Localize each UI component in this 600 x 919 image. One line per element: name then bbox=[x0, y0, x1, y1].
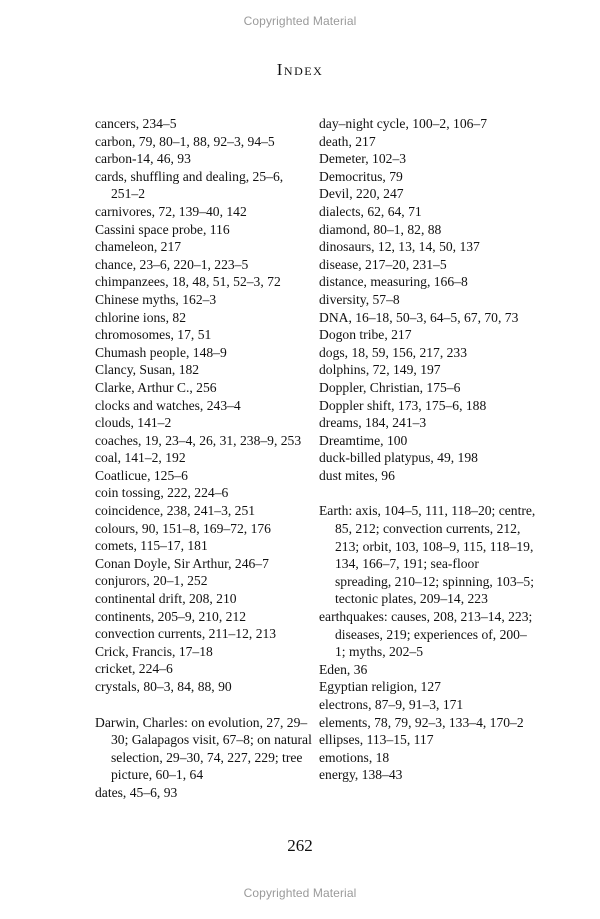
index-entry: Earth: axis, 104–5, 111, 118–20; centre, 85, 212; convection currents, 212, 213; orbit, 103, 108–9, 115, 118–19, 134, 166–7, 191; sea-floor spreading, 210–12; spinning, 103–5; tectonic plates, 209–14, 223 bbox=[319, 503, 536, 607]
index-entry: chlorine ions, 82 bbox=[95, 309, 186, 325]
index-entry: colours, 90, 151–8, 169–72, 176 bbox=[95, 520, 271, 536]
section-gap bbox=[95, 696, 313, 714]
index-entry: Darwin, Charles: on evolution, 27, 29–30; Galapagos visit, 67–8; on natural selection, 29–30, 74, 227, 229; tree picture, 60–1, 64 bbox=[95, 714, 312, 783]
index-entry: diversity, 57–8 bbox=[319, 291, 400, 307]
index-entry: Egyptian religion, 127 bbox=[319, 679, 441, 695]
index-entry: comets, 115–17, 181 bbox=[95, 538, 208, 554]
index-entry: diamond, 80–1, 82, 88 bbox=[319, 221, 442, 237]
index-entry: dust mites, 96 bbox=[319, 467, 395, 483]
index-entry: continental drift, 208, 210 bbox=[95, 591, 237, 607]
index-entry: death, 217 bbox=[319, 133, 376, 149]
index-column-right bbox=[319, 115, 537, 784]
index-entry: crystals, 80–3, 84, 88, 90 bbox=[95, 679, 232, 694]
index-entry: continents, 205–9, 210, 212 bbox=[95, 608, 247, 624]
index-entry: carbon, 79, 80–1, 88, 92–3, 94–5 bbox=[95, 133, 275, 149]
index-entry: energy, 138–43 bbox=[319, 767, 403, 783]
page-number: 262 bbox=[287, 836, 313, 855]
index-entry: cricket, 224–6 bbox=[95, 661, 173, 677]
index-entry: chimpanzees, 18, 48, 51, 52–3, 72 bbox=[95, 274, 281, 290]
index-entry: chromosomes, 17, 51 bbox=[95, 327, 212, 343]
index-entry: cards, shuffling and dealing, 25–6, 251–2 bbox=[95, 168, 284, 202]
index-entry: Conan Doyle, Sir Arthur, 246–7 bbox=[95, 555, 269, 571]
index-entry: elements, 78, 79, 92–3, 133–4, 170–2 bbox=[319, 714, 524, 730]
index-entry: carbon-14, 46, 93 bbox=[95, 151, 191, 167]
index-entry: Dogon tribe, 217 bbox=[319, 327, 412, 343]
index-entry: Chinese myths, 162–3 bbox=[95, 291, 217, 307]
index-entry: DNA, 16–18, 50–3, 64–5, 67, 70, 73 bbox=[319, 309, 519, 325]
index-entry: coin tossing, 222, 224–6 bbox=[95, 485, 229, 501]
index-entry: dolphins, 72, 149, 197 bbox=[319, 362, 441, 378]
index-entry: coal, 141–2, 192 bbox=[95, 450, 186, 466]
index-entry: Devil, 220, 247 bbox=[319, 186, 404, 202]
index-entry: day–night cycle, 100–2, 106–7 bbox=[319, 116, 488, 131]
index-entry: Cassini space probe, 116 bbox=[95, 221, 230, 237]
index-entry: clouds, 141–2 bbox=[95, 415, 172, 431]
index-entry: dinosaurs, 12, 13, 14, 50, 137 bbox=[319, 239, 480, 255]
index-entry: Doppler shift, 173, 175–6, 188 bbox=[319, 397, 487, 413]
index-entry: disease, 217–20, 231–5 bbox=[319, 256, 447, 272]
index-entry: ellipses, 113–15, 117 bbox=[319, 732, 434, 748]
index-entry: coincidence, 238, 241–3, 251 bbox=[95, 503, 256, 519]
index-entry: emotions, 18 bbox=[319, 749, 390, 765]
index-entry: clocks and watches, 243–4 bbox=[95, 397, 241, 413]
index-entry: conjurors, 20–1, 252 bbox=[95, 573, 208, 589]
index-entry: Demeter, 102–3 bbox=[319, 151, 407, 167]
index-entry: Clarke, Arthur C., 256 bbox=[95, 379, 217, 395]
index-entry: Doppler, Christian, 175–6 bbox=[319, 379, 461, 395]
index-entry: distance, measuring, 166–8 bbox=[319, 274, 468, 290]
index-entry: dogs, 18, 59, 156, 217, 233 bbox=[319, 344, 468, 360]
page-title: Index bbox=[276, 60, 324, 79]
index-entry: Coatlicue, 125–6 bbox=[95, 467, 188, 483]
index-entry: Chumash people, 148–9 bbox=[95, 344, 227, 360]
index-entry: Clancy, Susan, 182 bbox=[95, 362, 200, 378]
index-entry: cancers, 234–5 bbox=[95, 116, 177, 131]
index-entry: coaches, 19, 23–4, 26, 31, 238–9, 253 bbox=[95, 432, 302, 448]
index-entry: carnivores, 72, 139–40, 142 bbox=[95, 203, 247, 219]
index-entry: Dreamtime, 100 bbox=[319, 432, 408, 448]
index-entry: dates, 45–6, 93 bbox=[95, 784, 178, 800]
index-entry: Eden, 36 bbox=[319, 661, 368, 677]
copyright-watermark-top: Copyrighted Material bbox=[243, 14, 357, 28]
index-entry: duck-billed platypus, 49, 198 bbox=[319, 450, 478, 466]
index-entry: convection currents, 211–12, 213 bbox=[95, 626, 277, 642]
index-entry: electrons, 87–9, 91–3, 171 bbox=[319, 697, 464, 712]
index-entry: chameleon, 217 bbox=[95, 239, 182, 255]
index-entry: earthquakes: causes, 208, 213–14, 223; diseases, 219; experiences of, 200–1; myths, 202–5 bbox=[319, 609, 533, 660]
index-entry: dreams, 184, 241–3 bbox=[319, 415, 427, 431]
section-gap bbox=[319, 484, 537, 502]
index-column-left bbox=[95, 115, 313, 802]
index-entry: Democritus, 79 bbox=[319, 168, 403, 184]
copyright-watermark-bottom: Copyrighted Material bbox=[243, 886, 357, 900]
index-entry: chance, 23–6, 220–1, 223–5 bbox=[95, 256, 249, 272]
index-entry: dialects, 62, 64, 71 bbox=[319, 203, 422, 219]
index-entry: Crick, Francis, 17–18 bbox=[95, 643, 213, 659]
